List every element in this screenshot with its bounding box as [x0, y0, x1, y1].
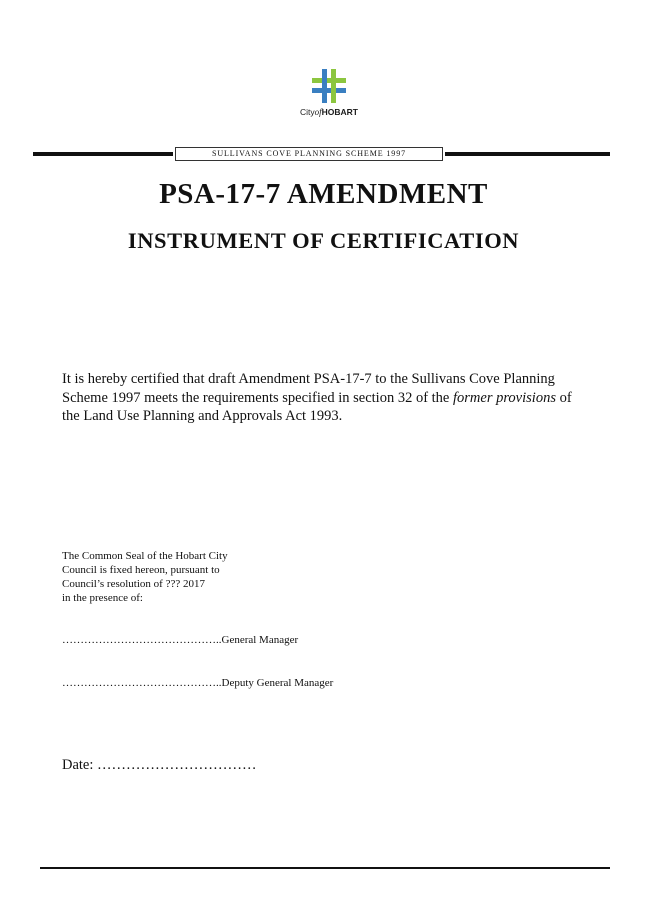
- header-rule-left: [33, 152, 173, 156]
- logo-wordmark: CityofHOBART: [299, 107, 358, 117]
- document-subtitle: INSTRUMENT OF CERTIFICATION: [127, 228, 520, 253]
- scheme-label: SULLIVANS COVE PLANNING SCHEME 1997: [175, 147, 443, 161]
- header-rule-right: [445, 152, 610, 156]
- hobart-logo-icon: [311, 68, 347, 104]
- former-provisions-emphasis: former provisions: [452, 389, 556, 406]
- deputy-general-manager-signature-line: ……………………………………..Deputy General Manager: [62, 677, 334, 689]
- city-of-hobart-logo: [298, 68, 360, 117]
- footer-rule: [40, 867, 610, 869]
- document-title: PSA-17-7 AMENDMENT: [159, 178, 488, 210]
- general-manager-signature-line: ……………………………………..General Manager: [62, 634, 299, 646]
- certification-paragraph: It is hereby certified that draft Amendment PSA-17-7 to the Sullivans Cove Planning Scheme 1997 meets the requirements specified in section 32 of the former provisions of the Land Use Planning and Approvals Act 1993.: [62, 371, 572, 424]
- common-seal-statement: The Common Seal of the Hobart City Council is fixed hereon, pursuant to Council’s resolution of ??? 2017 in the presence of:: [62, 550, 228, 604]
- date-line: Date: ……………………………: [62, 757, 257, 773]
